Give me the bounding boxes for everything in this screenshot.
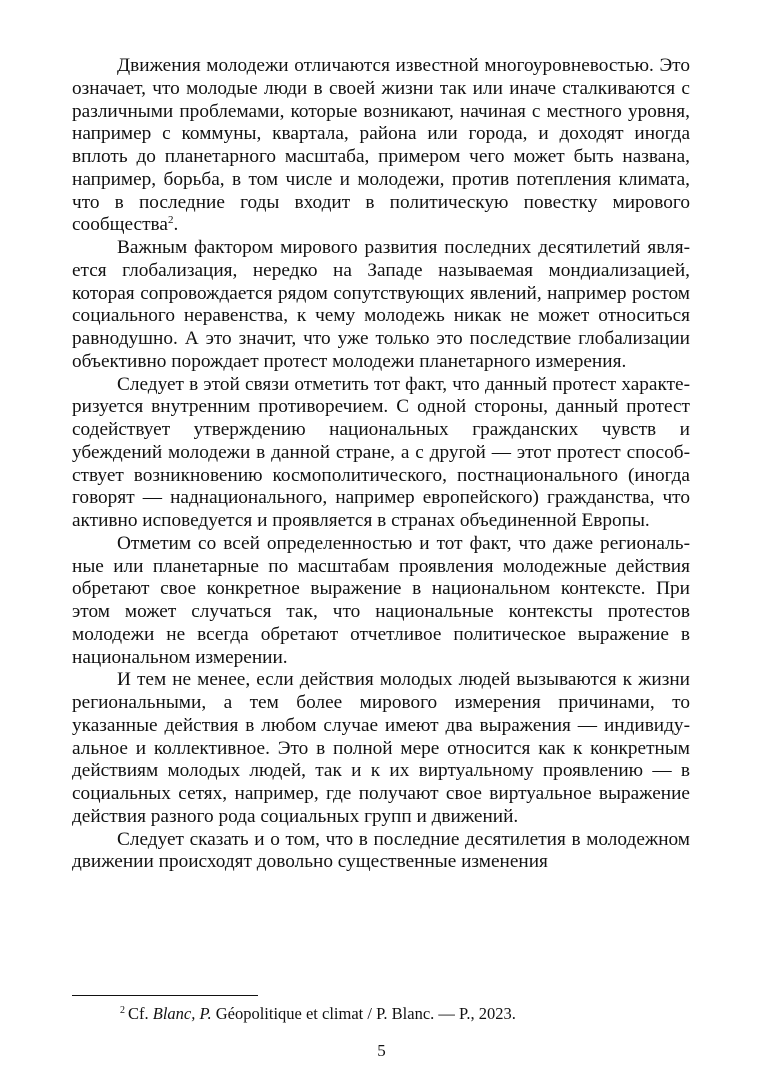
paragraph-6: Следует сказать и о том, что в последние десятилетия в молодежном движении происходят довольно существенные изменения [72, 828, 690, 873]
page-body [72, 55, 690, 874]
paragraph-3: Следует в этой связи отметить тот факт, что данный протест характеризуется внутренним противоречием. С одной стороны, данный протест содействует утверждению национальных гражданских чувств и убеждений молодежи в данной стране, а с другой — этот протест способствует возникновению космополитического, постнационального (иногда говорят — наднационального, например европейского) гражданства, что активно исповедуется и проявляется в странах объединенной Европы. [72, 373, 690, 531]
paragraph-4: Отметим со всей определенностью и тот факт, что даже региональные или планетарные по масштабам проявления молодежные действия обретают свое конкретное выражение в национальном контексте. При этом может случаться так, что национальные контексты протестов молодежи не всегда обретают отчетливое политическое выражение в национальном измерении. [72, 532, 690, 668]
footnote-author: Blanc, P. [152, 1004, 212, 1023]
paragraph-1 [72, 55, 690, 237]
paragraph-5: И тем не менее, если действия молодых людей вызываются к жизни региональными, а тем более мирового измерения причинами, то указанные действия в любом случае имеют два выражения — индивидуальное и коллективное. Это в полной мере относится как к конкретным действиям молодых людей, так и к их виртуальному проявлению — в социальных сетях, например, где получают свое виртуальное выражение действия разного рода социальных групп и движений. [72, 669, 690, 827]
paragraph-1-text: Движения молодежи отличаются известной многоуровневостью. Это означает, что молодые люди в своей жизни так или иначе сталкиваются с различными проблемами, которые возникают, начиная с местного уровня, например с коммуны, квартала, района или города, и доходят иногда вплоть до планетарного масштаба, примером чего может быть названа, например, борьба, в том числе и молодежи, против потепления климата, что в последние годы входит в политическую повестку мирового сообщества [72, 55, 690, 236]
paragraph-2: Важным фактором мирового развития последних десятилетий является глобализация, нередко на Западе называемая мондиализацией, которая сопровождается рядом сопутствующих явлений, например ростом социального неравенства, к чему молодежь никак не может относиться равнодушно. А это значит, что уже только это последствие глобализации объективно порождает протест молодежи планетарного измерения. [72, 237, 690, 372]
paragraph-1-tail: . [173, 214, 179, 236]
footnote-prefix: Cf. [128, 1004, 149, 1023]
footnote [120, 1004, 516, 1024]
footnote-divider [72, 995, 258, 996]
footnote-marker: 2 [120, 1005, 125, 1016]
footnote-citation: Géopolitique et climat / P. Blanc. — P., 2023. [215, 1004, 516, 1023]
page-number: 5 [377, 1041, 386, 1060]
footnote-reference[interactable]: 2 [167, 214, 174, 227]
